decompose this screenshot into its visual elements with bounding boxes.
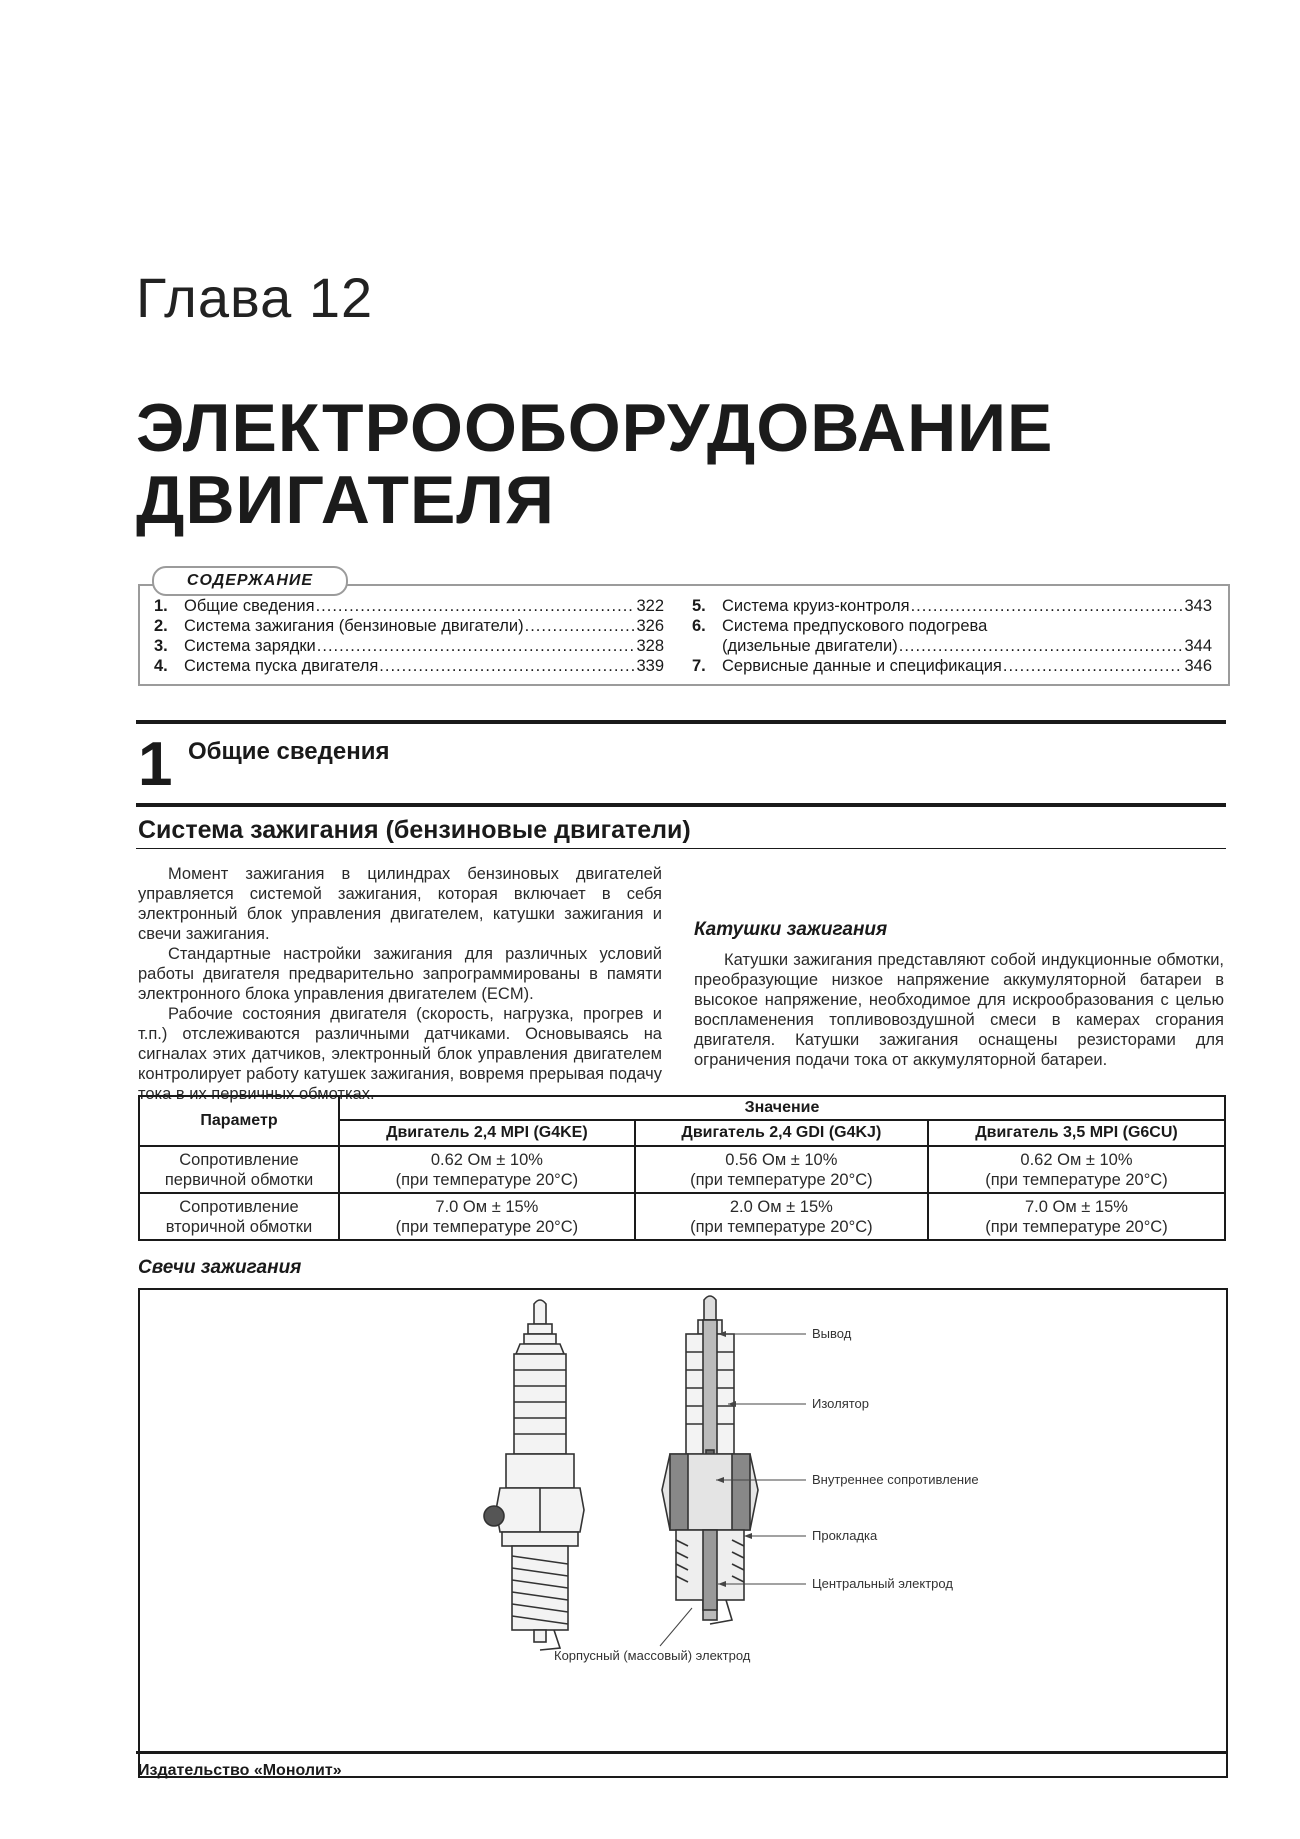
paragraph: Катушки зажигания представляют собой индукционные обмотки, преобразующие низкое напряжение аккумуляторной батареи в высокое напряжение, необходимое для искрообразования с целью воспламенения топливовоздушной смеси в камерах сгорания двигателя. Катушки зажигания оснащены резисторами для ограничения подачи тока от аккумуляторной батареи.	[694, 951, 1224, 1069]
toc-entry[interactable]	[154, 616, 664, 636]
toc-entry-page: 344	[1184, 637, 1212, 655]
toc-dot-leader	[379, 656, 635, 676]
toc-entry-page: 322	[636, 597, 664, 615]
toc-entry-page: 343	[1184, 597, 1212, 615]
publisher-footer: Издательство «Монолит»	[138, 1762, 342, 1779]
toc-entry-page: 328	[636, 637, 664, 655]
toc-entry-text: Система зарядки	[184, 637, 316, 655]
toc-entry[interactable]	[154, 596, 664, 616]
toc-dot-leader	[317, 636, 636, 656]
table-row	[139, 1146, 1225, 1193]
param-cell: Сопротивление вторичной обмотки	[139, 1193, 339, 1240]
toc-entry-text: (дизельные двигатели)	[722, 637, 898, 655]
toc-entry-number: 1.	[154, 597, 168, 615]
toc-dot-leader	[316, 596, 636, 616]
value-cell: 0.62 Ом ± 10% (при температуре 20°C)	[339, 1146, 635, 1193]
callout-terminal: Вывод	[812, 1326, 852, 1341]
callout-insulator: Изолятор	[812, 1396, 869, 1411]
value-cell: 7.0 Ом ± 15% (при температуре 20°C)	[928, 1193, 1225, 1240]
toc-entry-text: Сервисные данные и спецификация	[722, 657, 1002, 675]
toc-entry-text: Система круиз-контроля	[722, 597, 910, 615]
toc-entry-number: 4.	[154, 657, 168, 675]
value-cell: 2.0 Ом ± 15% (при температуре 20°C)	[635, 1193, 928, 1240]
callout-center-electrode: Центральный электрод	[812, 1576, 953, 1591]
spark-plug-illustration	[140, 1290, 1226, 1776]
body-column-right	[694, 864, 1224, 1070]
toc-dot-leader	[525, 616, 636, 636]
value-cell: 0.62 Ом ± 10% (при температуре 20°C)	[928, 1146, 1225, 1193]
section-title: Общие сведения	[188, 738, 390, 765]
engine-header: Двигатель 2,4 GDI (G4KJ)	[635, 1120, 928, 1146]
subsection-title: Система зажигания (бензиновые двигатели)	[138, 816, 691, 844]
toc-entry-number: 7.	[692, 657, 706, 675]
paragraph: Стандартные настройки зажигания для различных условий работы двигателя предварительно запрограммированы в памяти электронного блока управления двигателем (ECM).	[138, 945, 662, 1003]
table-of-contents	[138, 584, 1230, 686]
value-header: Значение	[339, 1096, 1225, 1120]
callout-gasket: Прокладка	[812, 1528, 878, 1543]
chapter-title-line-2: ДВИГАТЕЛЯ	[136, 462, 555, 538]
toc-entry-text: Система предпускового подогрева	[722, 617, 988, 635]
toc-entry-page: 346	[1184, 657, 1212, 675]
engine-header: Двигатель 2,4 MPI (G4KE)	[339, 1120, 635, 1146]
value-cell: 0.56 Ом ± 10% (при температуре 20°C)	[635, 1146, 928, 1193]
toc-dot-leader	[911, 596, 1184, 616]
callout-resistor: Внутреннее сопротивление	[812, 1472, 979, 1487]
subsection-underline	[136, 848, 1226, 849]
toc-dot-leader	[1003, 656, 1184, 676]
toc-entry-number: 6.	[692, 617, 706, 635]
engine-header: Двигатель 3,5 MPI (G6CU)	[928, 1120, 1225, 1146]
toc-entry-number: 2.	[154, 617, 168, 635]
toc-dot-leader	[899, 636, 1184, 656]
section-number: 1	[138, 730, 173, 799]
spark-plug-figure	[138, 1288, 1228, 1778]
toc-entry[interactable]	[154, 636, 664, 656]
toc-entry-continuation[interactable]	[692, 636, 1212, 656]
toc-entry-text: Система пуска двигателя	[184, 657, 379, 675]
param-cell: Сопротивление первичной обмотки	[139, 1146, 339, 1193]
subsection-divider	[136, 803, 1226, 807]
toc-entry-text: Общие сведения	[184, 597, 315, 615]
spark-plug-exterior	[484, 1300, 584, 1650]
toc-entry-number: 3.	[154, 637, 168, 655]
chapter-title-line-1: ЭЛЕКТРООБОРУДОВАНИЕ	[136, 390, 1054, 466]
value-cell: 7.0 Ом ± 15% (при температуре 20°C)	[339, 1193, 635, 1240]
footer-divider	[136, 1751, 1226, 1754]
coil-heading: Катушки зажигания	[694, 919, 888, 940]
spark-plug-cutaway	[662, 1296, 758, 1624]
figure-title: Свечи зажигания	[138, 1257, 302, 1278]
callout-ground-electrode: Корпусный (массовый) электрод	[554, 1648, 751, 1663]
chapter-label: Глава 12	[136, 266, 374, 329]
param-header: Параметр	[139, 1096, 339, 1146]
paragraph: Рабочие состояния двигателя (скорость, нагрузка, прогрев и т.п.) отслеживаются различными датчиками. Основываясь на сигналах этих датчиков, электронный блок управления двигателем контролирует работу катушек зажигания, вовремя прерывая подачу тока в их первичных обмотках.	[138, 1005, 662, 1103]
toc-entry[interactable]	[154, 656, 664, 676]
toc-heading: СОДЕРЖАНИЕ	[152, 566, 348, 596]
toc-entry-page: 339	[636, 657, 664, 675]
section-divider	[136, 720, 1226, 724]
body-column-left	[138, 864, 662, 1104]
table-row	[139, 1193, 1225, 1240]
paragraph: Момент зажигания в цилиндрах бензиновых двигателей управляется системой зажигания, которая включает в себя электронный блок управления двигателем, катушки зажигания и свечи зажигания.	[138, 865, 662, 943]
toc-entry-number: 5.	[692, 597, 706, 615]
toc-right-column	[692, 596, 1212, 676]
coil-spec-table	[138, 1095, 1226, 1241]
toc-entry-page: 326	[636, 617, 664, 635]
toc-left-column	[154, 596, 664, 676]
toc-entry[interactable]	[692, 656, 1212, 676]
toc-entry-text: Система зажигания (бензиновые двигатели)	[184, 617, 524, 635]
toc-entry[interactable]	[692, 616, 1212, 636]
toc-entry[interactable]	[692, 596, 1212, 616]
chapter-title	[136, 392, 1053, 536]
